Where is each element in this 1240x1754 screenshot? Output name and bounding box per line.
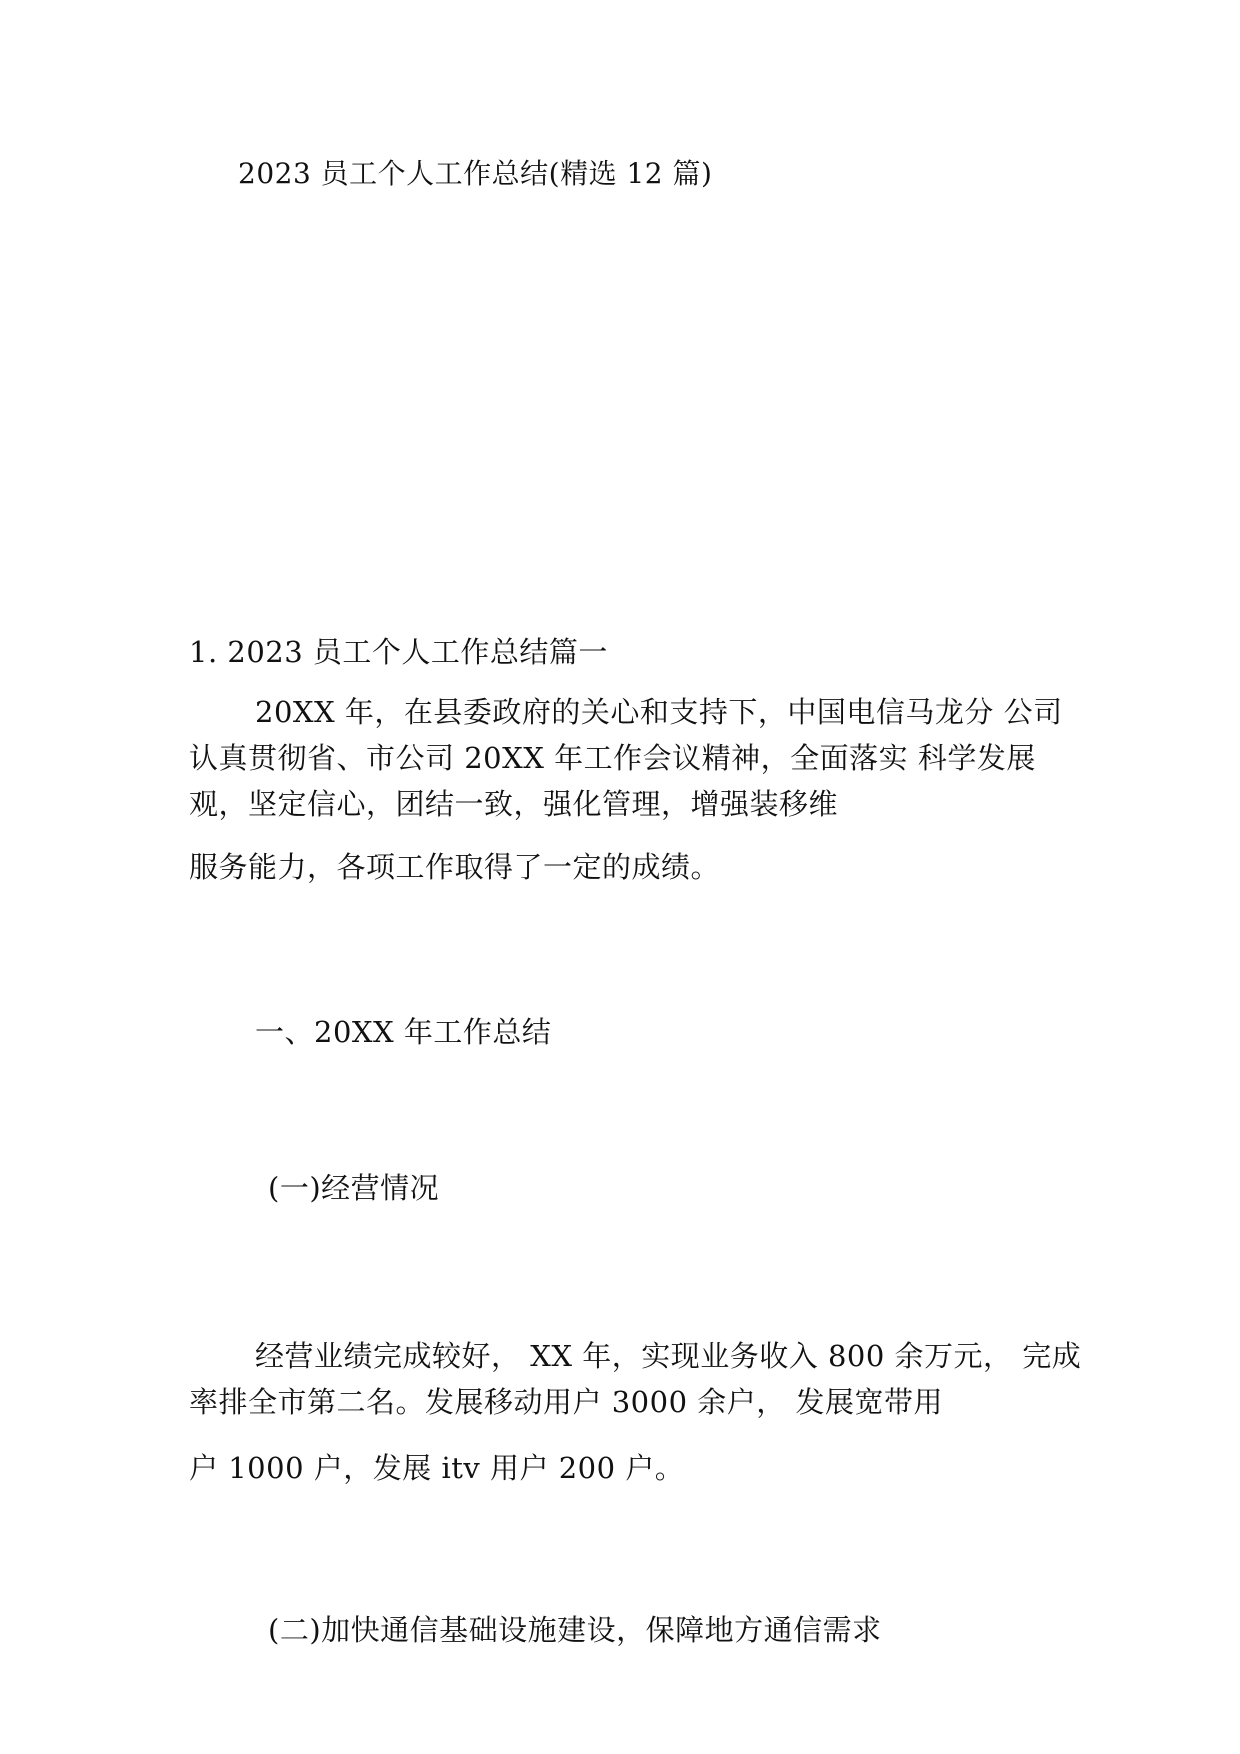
paragraph-line: 经营业绩完成较好， XX 年，实现业务收入 800 余万元， 完成	[255, 1339, 1082, 1373]
document-title: 2023 员工个人工作总结(精选 12 篇)	[238, 157, 713, 190]
subsection-heading: (二)加快通信基础设施建设，保障地方通信需求	[268, 1613, 882, 1647]
subsection-heading: (一)经营情况	[268, 1171, 440, 1205]
section-heading: 1. 2023 员工个人工作总结篇一	[189, 635, 608, 669]
paragraph-line: 认真贯彻省、市公司 20XX 年工作会议精神，全面落实 科学发展	[189, 741, 1036, 775]
part-heading: 一、20XX 年工作总结	[255, 1015, 552, 1049]
paragraph-line: 率排全市第二名。发展移动用户 3000 余户， 发展宽带用	[189, 1385, 943, 1419]
paragraph-line: 户 1000 户，发展 itv 用户 200 户。	[189, 1451, 685, 1485]
paragraph-line: 20XX 年，在县委政府的关心和支持下，中国电信马龙分 公司	[255, 695, 1063, 729]
paragraph-line: 服务能力，各项工作取得了一定的成绩。	[189, 850, 721, 884]
paragraph-line: 观，坚定信心，团结一致，强化管理，增强装移维	[189, 787, 839, 821]
